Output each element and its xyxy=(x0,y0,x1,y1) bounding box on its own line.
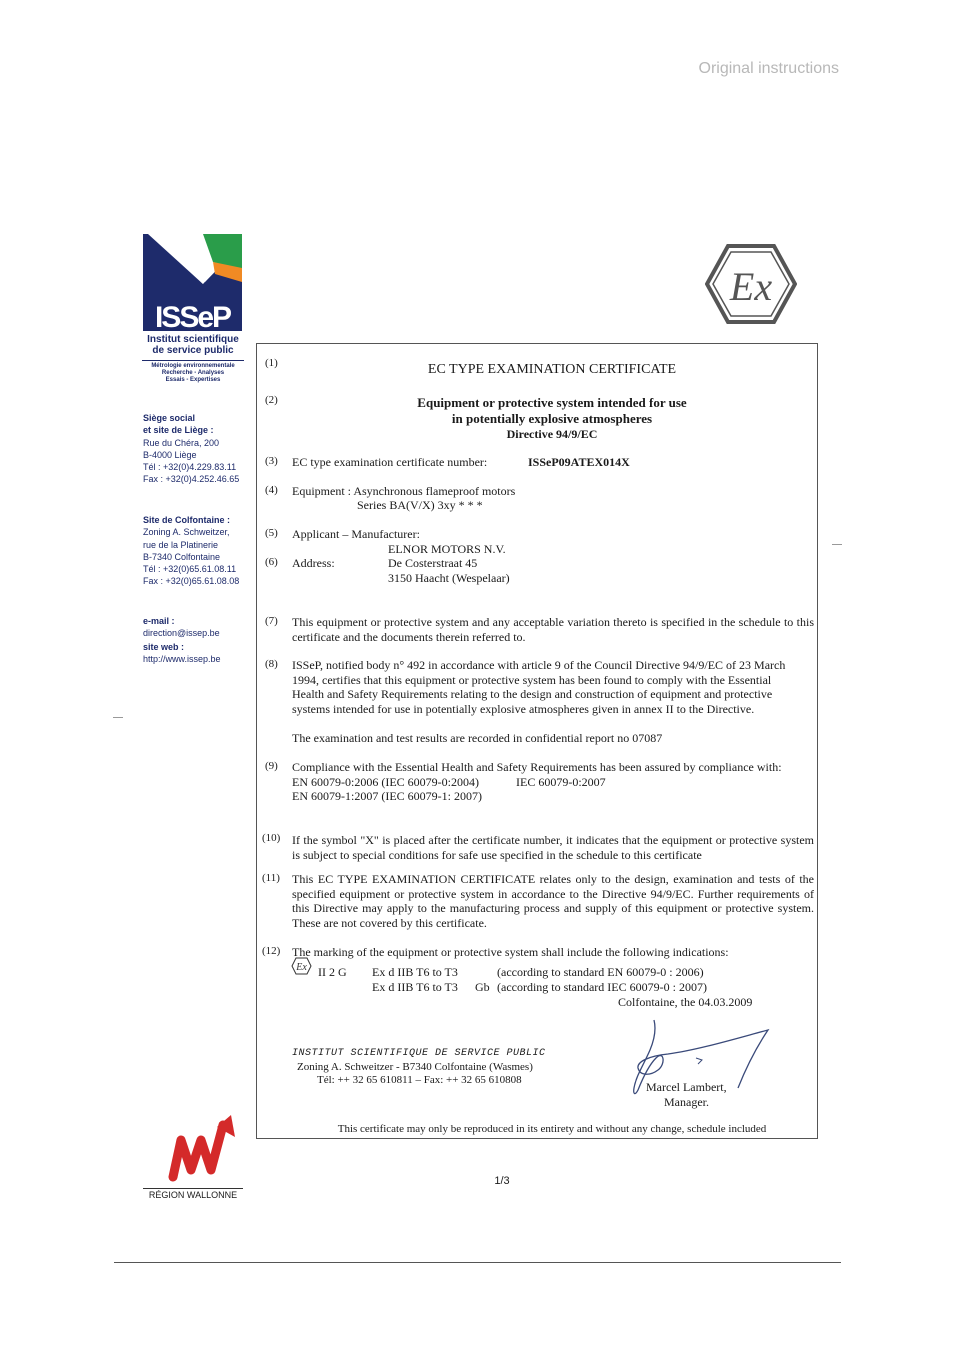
ex-marking-icon xyxy=(291,957,312,975)
page-number: 1/3 xyxy=(494,1175,510,1187)
siege-address-block: Siège social et site de Liège : Rue du Chéra, 200 B-4000 Liège Tél : +32(0)4.229.83.11 Fax : +32(0)4.252.46.65 xyxy=(143,413,240,485)
marking-2-standard: (according to standard IEC 60079-0 : 2007) xyxy=(497,980,707,994)
applicant-label: Applicant – Manufacturer: xyxy=(292,527,420,541)
institute-tagline: Métrologie environnementale Recherche - Analyses Essais - Expertises xyxy=(142,360,244,384)
item-number-4: (4) xyxy=(265,484,278,496)
certificate-title: EC TYPE EXAMINATION CERTIFICATE xyxy=(427,362,677,377)
svg-text:ISSeP: ISSeP xyxy=(154,301,231,331)
equipment-series: Series BA(V/X) 3xy * * * xyxy=(357,498,483,512)
institute-name: Institut scientifique de service public xyxy=(147,334,239,356)
equipment-description: Equipment : Asynchronous flameproof motors xyxy=(292,484,516,498)
issuer-contact-block: INSTITUT SCIENTIFIQUE DE SERVICE PUBLIC Zoning A. Schweitzer - B7340 Colfontaine (Wasmes) Tél: ++ 32 65 610811 – Fax: ++ 32 65 610808 xyxy=(292,1048,546,1086)
marking-1-code: Ex d IIB T6 to T3 xyxy=(372,965,458,979)
paragraph-12: The marking of the equipment or protective system shall include the following indications: xyxy=(292,945,729,959)
svg-text:Ex: Ex xyxy=(729,264,773,309)
email-link[interactable]: direction@issep.be xyxy=(143,628,220,639)
marking-2-epl: Gb xyxy=(475,980,490,994)
marking-1-standard: (according to standard EN 60079-0 : 2006) xyxy=(497,965,704,979)
paragraph-10: If the symbol "X" is placed after the certificate number, it indicates that the equipment or protective system is subject to special conditions for safe use specified in the schedule to this certificate xyxy=(292,833,814,862)
place-and-date: Colfontaine, the 04.03.2009 xyxy=(618,995,753,1009)
certificate-number-label: EC type examination certificate number: xyxy=(292,455,488,469)
item-number-9: (9) xyxy=(265,760,278,772)
svg-text:Ex: Ex xyxy=(296,962,307,973)
item-number-3: (3) xyxy=(265,455,278,467)
marking-2-code: Ex d IIB T6 to T3 xyxy=(372,980,458,994)
item-number-12: (12) xyxy=(262,945,281,957)
item-number-6: (6) xyxy=(265,556,278,568)
colfontaine-address-block: Site de Colfontaine : Zoning A. Schweitzer, rue de la Platinerie B-7340 Colfontaine Tél : +32(0)65.61.08.11 Fax : +32(0)65.61.08.08 xyxy=(143,515,240,587)
item-number-11: (11) xyxy=(262,872,280,884)
paragraph-11: This EC TYPE EXAMINATION CERTIFICATE relates only to the design, examination and tests of the specified equipment or protective system in accordance to the Directive 94/9/EC. Further requirements of this Directive may apply to the manufacturing process and supply of this equipment or protective system. These are not covered by this certificate. xyxy=(292,872,814,930)
paragraph-7: This equipment or protective system and any acceptable variation thereto is specified in the schedule to this certificate and the documents therein referred to. xyxy=(292,615,814,644)
margin-mark-right xyxy=(832,544,842,545)
contact-block: e-mail : direction@issep.be site web : http://www.issep.be xyxy=(143,615,253,665)
equipment-group-marking: II 2 G xyxy=(318,965,347,979)
report-reference: The examination and test results are recorded in confidential report no 07087 xyxy=(292,731,663,745)
item-number-8: (8) xyxy=(265,658,278,670)
standard-en-60079-0: EN 60079-0:2006 (IEC 60079-0:2004) xyxy=(292,775,479,789)
address-line-1: De Costerstraat 45 xyxy=(388,556,478,570)
certificate-number-value: ISSeP09ATEX014X xyxy=(528,455,630,469)
region-wallonne-label: RÉGION WALLONNE xyxy=(143,1188,243,1200)
item-number-1: (1) xyxy=(265,357,278,369)
item-number-7: (7) xyxy=(265,615,278,627)
address-line-2: 3150 Haacht (Wespelaar) xyxy=(388,571,510,585)
standard-en-60079-1: EN 60079-1:2007 (IEC 60079-1: 2007) xyxy=(292,789,482,803)
original-instructions-note: Original instructions xyxy=(698,60,839,77)
footer-divider xyxy=(114,1262,841,1263)
reproduction-notice: This certificate may only be reproduced in its entirety and without any change, schedule included xyxy=(337,1123,767,1135)
item-number-5: (5) xyxy=(265,527,278,539)
margin-mark-left xyxy=(113,717,123,718)
standard-iec-60079-0: IEC 60079-0:2007 xyxy=(516,775,606,789)
paragraph-8: ISSeP, notified body n° 492 in accordance with article 9 of the Council Directive 94/9/EC of 23 March 1994, certifies that this equipment or protective system has been found to comply with the Essential Health and Safety Requirements relating to the design and construction of equipment and protective systems intended for use in potentially explosive atmospheres given in annex II to the Directive. xyxy=(292,658,786,716)
applicant-name: ELNOR MOTORS N.V. xyxy=(388,542,506,556)
address-label: Address: xyxy=(292,556,335,570)
signatory: Marcel Lambert, Manager. xyxy=(646,1080,727,1109)
item-number-10: (10) xyxy=(262,832,281,844)
ex-atex-icon xyxy=(705,244,797,324)
item-number-2: (2) xyxy=(265,394,278,406)
paragraph-9: Compliance with the Essential Health and Safety Requirements has been assured by compliance with: xyxy=(292,760,782,774)
certificate-subtitle: Equipment or protective system intended for use in potentially explosive atmospheres Directive 94/9/EC xyxy=(417,395,687,441)
issep-logo xyxy=(143,234,242,331)
website-link[interactable]: http://www.issep.be xyxy=(143,653,221,664)
